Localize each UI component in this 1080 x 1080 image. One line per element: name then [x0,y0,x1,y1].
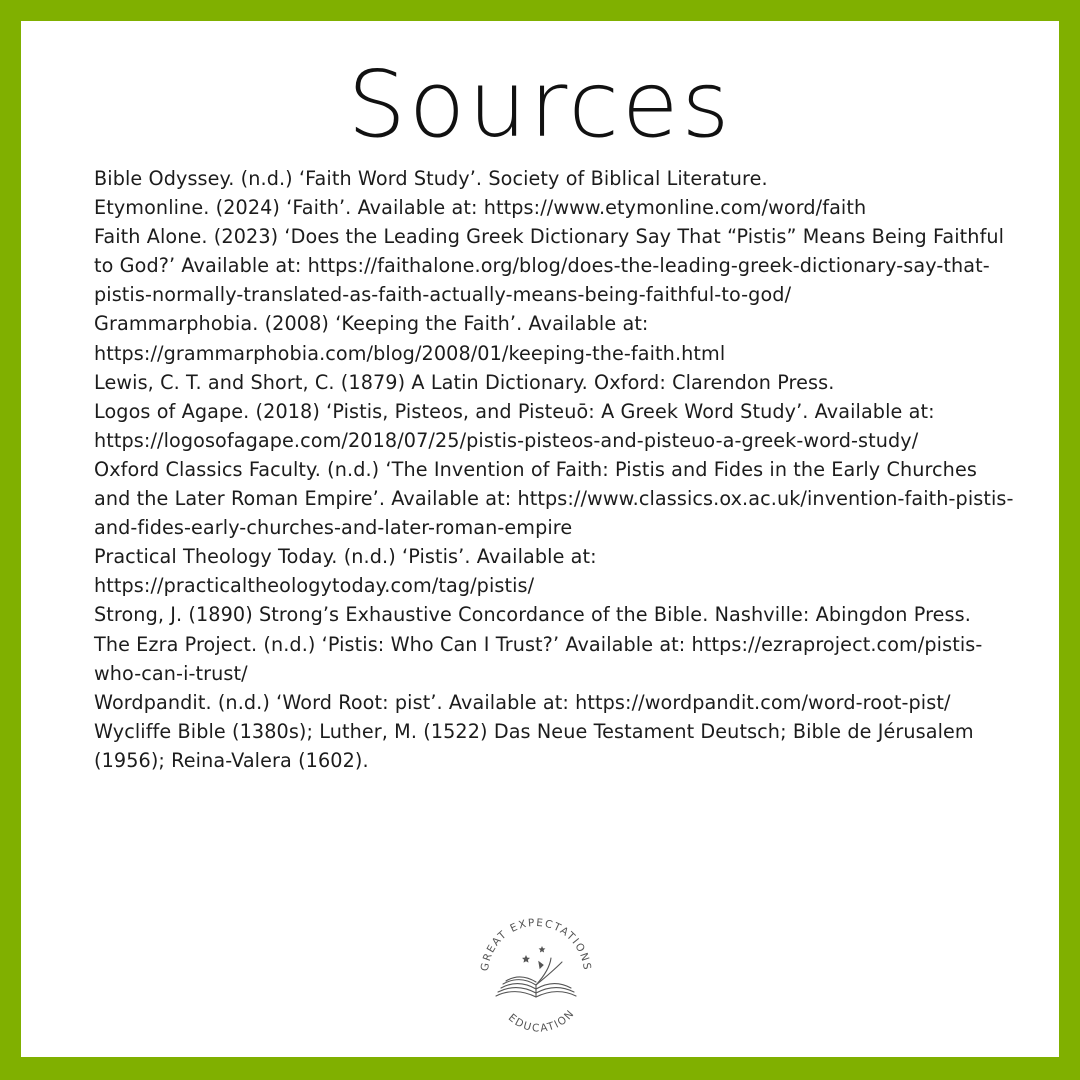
logo-top-text: GREAT EXPECTATIONS [478,916,594,972]
reference-item: Wycliffe Bible (1380s); Luther, M. (1522) Das Neue Testament Deutsch; Bible de Jérusalem (1956); Reina-Valera (1602). [94,719,974,772]
logo-bottom-text: EDUCATION [505,1007,578,1035]
reference-item: Etymonline. (2024) ‘Faith’. Available at: https://www.etymonline.com/word/faith [94,196,867,220]
page-title: Sources [347,51,733,158]
reference-item: The Ezra Project. (n.d.) ‘Pistis: Who Can I Trust?’ Available at: https://ezraproject.com/pistis-who-can-i-trust/ [94,632,983,685]
reference-list [94,164,1014,775]
reference-item: Bible Odyssey. (n.d.) ‘Faith Word Study’. Society of Biblical Literature. [94,167,768,190]
reference-item: Oxford Classics Faculty. (n.d.) ‘The Invention of Faith: Pistis and Fides in the Early Churches and the Later Roman Empire’. Available at: https://www.classics.ox.ac.uk/invention-faith-pistis-and-fides-early-churches-and-later-roman-empire [94,457,1014,540]
star-icon [522,946,545,963]
reference-item: Faith Alone. (2023) ‘Does the Leading Greek Dictionary Say That “Pistis” Means Being Faithful to God?’ Available at: https://faithalone.org/blog/does-the-leading-greek-dictionary-say-that-pistis-normally-translated-as-faith-actually-means-being-faithful-to-god/ [94,225,1005,307]
reference-item: Lewis, C. T. and Short, C. (1879) A Latin Dictionary. Oxford: Clarendon Press. [94,370,835,394]
logo [466,896,606,1036]
reference-item: Grammarphobia. (2008) ‘Keeping the Faith’. Available at: https://grammarphobia.com/blog/2008/01/keeping-the-faith.html [94,312,726,365]
reference-item: Strong, J. (1890) Strong’s Exhaustive Concordance of the Bible. Nashville: Abingdon Press. [94,603,971,627]
reference-item: Wordpandit. (n.d.) ‘Word Root: pist’. Available at: https://wordpandit.com/word-root-pist/ [94,690,951,714]
reference-item: Practical Theology Today. (n.d.) ‘Pistis’. Available at: https://practicaltheologytoday.com/tag/pistis/ [94,545,597,598]
great-expectations-logo [466,896,606,1036]
open-book-icon [496,958,576,997]
reference-item: Logos of Agape. (2018) ‘Pistis, Pisteos, and Pisteuō: A Greek Word Study’. Available at: https://logosofagape.com/2018/07/25/pistis-pisteos-and-pisteuo-a-greek-word-study/ [94,399,935,452]
